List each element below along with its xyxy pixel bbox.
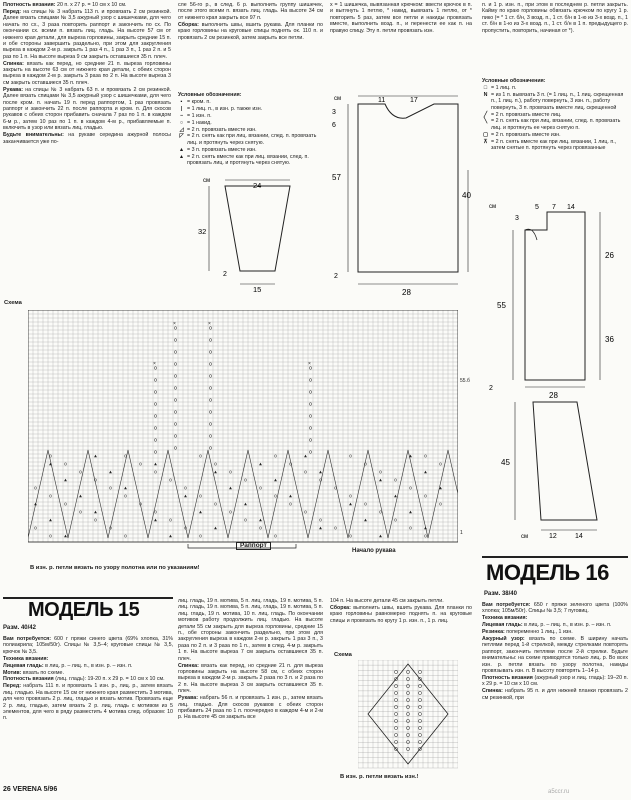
legend-item [482,132,628,138]
paragraph [3,636,173,655]
legend1 [178,92,323,178]
legend-text: = 2 п. снять вместе как при лиц. вязании, след. п. провязать лиц. и протянуть через снятую. [187,153,309,167]
diag3-d3: 14 [567,204,575,211]
legend-text: = 1 лиц. п., в изн. р. также изн. [187,105,263,112]
paragraph-heading: Спинка: [3,60,24,67]
paragraph-heading: Техника вязания: [482,615,528,622]
col4-bottom-text [482,602,628,796]
diag2-h-bot: 2 [334,273,338,280]
legend-item [482,112,628,118]
paragraph [3,670,173,676]
paragraph-heading: Сборка: [330,604,351,611]
paragraph [482,636,628,674]
paragraph [482,675,628,688]
paragraph [3,676,173,682]
paragraph-body: выполнить швы, вшить рукава. Для планки по краю горловины равномерно поднять п. на круговые спицы и провязать по кругу 1 р. изн. п., 1 р. лиц. [330,604,472,624]
col2-top-text [178,2,323,86]
legend-symbol: ○ [179,119,184,126]
diag4-w1: 12 [549,533,557,540]
diag4-unit: см [521,534,529,540]
diag1-h-left: 32 [198,227,207,236]
model16-sleeve-diagram [485,390,628,540]
paragraph-heading: Ажурный узор: [482,636,525,643]
paragraph-body: вязать как перед, но средние 21 п. для выреза горловины закрыть на высоте 58 см, с обеих сторон выреза в каждом 2-м р. закрыть 2 раза по 3 п. и 2 раза по 2 п. На высоте выреза 3 см закрыть оставшиеся 35 п. плеч. [178,662,323,695]
paragraph-heading: Мотив: [3,669,22,676]
schema-sleeve-label: Начало рукава [352,548,396,554]
svg-text:×: × [208,321,211,327]
paragraph-heading: Спинка: [482,688,503,695]
paragraph-body: 650 г пряжи зеленого цвета (100% хлопка; 105м/50г). Спицы № 3,5; 7 пуговиц. [482,602,628,615]
paragraph-body: 20 п. x 27 р. = 10 см x 10 см. [55,2,127,8]
legend-symbol: □ [483,84,488,91]
svg-text:×: × [153,361,156,367]
legend-item [482,85,628,91]
model16-title: МОДЕЛЬ 16 [486,560,609,585]
model16-front-diagram [485,200,628,385]
legend-text: = 2 п. снять как при лиц. вязании, след. п. провязать лиц. и протянуть ее через снятую п. [491,118,621,131]
legend-symbol: ◿ [179,126,184,133]
schema-title: Схема [4,300,22,306]
paragraph [482,629,628,635]
legend-item [178,133,323,146]
schema-caption: В изн. р. петли вязать по узору полотна или по указаниям! [30,565,200,571]
paragraph-body: набрать 95 п. и для нижней планки провязать 2 см резинкой, при [482,688,628,701]
col3-bottom-text [330,598,472,650]
paragraph [3,61,171,87]
front-back-pattern-diagram [330,92,480,307]
legend2 [482,78,628,198]
paragraph-body: набрать 56 п. и провязать 1 изн. р., затем вязать лиц. гладью. Для скосов рукавов с обеих сторон прибавить 24 раза по 1 п. поочередно в каждом 4-м и 2-м р. На высоте 45 см закрыть все [178,695,323,721]
legend-item [178,120,323,126]
paragraph [482,688,628,701]
paragraph [3,9,171,60]
sleeve-pattern-diagram [195,176,320,296]
diag1-w-top: 24 [253,181,262,190]
paragraph [178,695,323,721]
legend-text: = 2 п. снять вместе как при лиц. вязании, 1 лиц. п., затем снятые п. протянуть через провязанные [491,138,617,152]
legend-symbol: ⊼ [483,138,488,145]
diag3-h-right2: 36 [605,335,614,344]
motif-schema-grid [358,660,458,770]
legend-symbol: − [179,112,184,119]
paragraph-body: (ажурный узор и лиц. гладь): 19–20 п. x 29 р. = 10 см x 10 см. [482,674,628,688]
legend-item [482,118,628,131]
diag3-d2: 7 [552,204,556,211]
paragraph-body: сле 56-го р., в след. 6 р. выполнить группу шишечек, после этого всеми п. вязать лиц. гладь. На высоте 34 см от нижнего края закрыть все 97 п. [178,2,323,21]
paragraph [482,622,628,628]
model16-rule [482,556,628,558]
paragraph [3,2,171,8]
svg-text:×: × [308,361,311,367]
paragraph-body: x = 1 шишечка, вывязанная крючком: ввести крючок в п. и вытянуть 1 петлю, * накид, вывязать 1 петлю, от * повторить 5 раз, затем все петли и накиды провязать вместе, выполнить возд. п., и перенести ее как п. на правую спицу. Эту п. петли провязать изн. [330,2,472,34]
diag3-unit: см [489,204,497,210]
legend-text: = 2 п. провязать вместе изн. [187,126,257,133]
legend-text: = из 1 п. вывязать 3 п. (= 1 лиц. п., 1 лиц. скрещенная п., 1 лиц. п.), работу повернуть, 3 изн. п., работу повернуть, 3 п. провязать вместе лиц. скрещенной [491,91,624,111]
paragraph-body: вязать по схеме. [21,669,64,676]
diag3-h-left: 55 [497,301,506,310]
paragraph [482,2,628,34]
paragraph [178,22,323,41]
legend-text: = 2 п. провязать вместе лиц. [491,111,562,118]
diag1-h-bottom: 2 [223,271,227,278]
diag3-w-bot: 28 [549,391,558,400]
paragraph [3,132,171,145]
paragraph [178,2,323,21]
paragraph [3,656,173,662]
diag2-d2: 17 [410,97,418,104]
paragraph [330,598,472,604]
paragraph [178,598,323,662]
paragraph-heading: Плотность вязания [482,674,533,681]
legend-item [178,106,323,112]
diag2-d1: 11 [378,97,386,104]
paragraph-heading: Вам потребуется: [3,636,52,642]
legend-item [482,139,628,152]
legend-item [178,99,323,105]
paragraph-heading: Вам потребуется: [482,602,531,608]
paragraph-heading: Рукава: [178,695,198,702]
legend-symbol: ╲ [483,118,488,125]
watermark: a5ccr.ru [548,789,570,795]
paragraph-body: на спицы № 3 набрать 113 п. и провязать 2 см резинкой. Далее вязать спицами № 3,5 ажурный узор с шишечками, для чего начать по сх., 3 раза повторить раппорт и закончить по сх. По окончании сх. всеми п. вязать лиц. гладь. На высоте 57 см от нижнего края детали, для выреза горловины, закрыть средние 15 п. и обе стороны завершить раздельно, при этом для закругления выреза в каждом 2-м р. закрыть 1 раз 4 п., 1 раз 3 п., 1 раз 2 п. и 5 раз по 1 п. На высоте выреза 9 см закрыть оставшиеся 35 п. плеч. [3,8,171,60]
legend-symbol: ▪ [180,98,183,105]
paragraph-heading: Лицевая гладь: [3,662,44,669]
paragraph-body: лиц. гладь, 19 п. мотива, 5 п. лиц. гладь, 19 п. мотива, 5 п. лиц. гладь, 19 п. мотива, 5 п. лиц. гладь, 19 п. мотива, 5 п. лиц. гладь, 19 п. мотива, 10 п. лиц. гладь. По окончании мотивов работу продолжить лиц. гладью. На высоте детали 55 см закрыть для выреза горловины, средние 15 п., обе стороны закончить раздельно, при этом для закругления выреза в каждом 2-м р. закрыть 1 раз 3 п., 3 раза по 2 п. и 3 раза по 1 п., затем в след. 4-м р. закрыть 1 п. На высоте выреза 7 см закрыть оставшиеся 35 п. плеч. [178,598,323,662]
col1-top-text [3,2,171,298]
legend-text: = 3 п. провязать вместе изн. [187,146,257,153]
legend-symbol: N [483,91,488,98]
legend2-title: Условные обозначения: [482,78,546,84]
legend-symbol: ▢ [482,131,488,138]
page-footer: 26 VERENA 5/96 [3,786,58,793]
paragraph-body: 600 г пряжи синего цвета (69% хлопка, 31% полиакрила; 105м/50г). Спицы № 3,5–4; круговые спицы № 3,5, крючок № 3,5. [3,636,173,655]
legend-text: = кром. п. [187,98,211,105]
schema2-title: Схема [334,652,352,658]
paragraph-body: набрать 111 п. и провязать 1 изн. р., лиц. р., затем вязать лиц. гладью. На высоте 15 см от нижнего края разместить 3 мотива, для чего провязать 2 р. лиц. гладью и вязать мотив. Провязать еще 2 р. лиц. гладью, затем вязать 2 р. лиц. гладь с мотивом из 5 элементов, для чего в ряду разместить 4 мотива след. образом: 10 п. [3,683,173,722]
paragraph-heading: Техника вязания: [3,655,49,662]
schema-row-number: 1 [460,530,463,536]
paragraph-heading: Плотность вязания [3,676,54,683]
col2-bottom-text [178,598,323,794]
col4-top-text [482,2,628,74]
legend-symbol: ◸ [179,133,184,140]
paragraph [482,615,628,621]
paragraph-body: в лиц. р. – лиц. п., в изн. р. – изн. п. [43,662,133,669]
paragraph-heading: Перед: [3,8,22,15]
legend-text: = 2 п. снять как при лиц. вязании, след. п. провязать лиц. и протянуть через снятую. [187,133,317,146]
paragraph-body: в лиц. р. – лиц. п., в изн. р. – изн. п. [522,622,612,629]
col1-bottom-text [3,636,173,786]
model15-size: Разм. 40/42 [3,625,36,631]
paragraph-body: попеременно 1 лиц., 1 изн. [504,629,573,636]
paragraph-body: (лиц. гладь): 19-20 п. x 29 р. = 10 см x 10 см. [53,676,165,683]
paragraph-heading: Сборка: [178,21,199,28]
diag4-h-left: 45 [501,458,510,467]
paragraph-heading: Будьте внимательны: [3,132,64,139]
diag2-w-bot: 28 [402,288,411,297]
schema-right-label: 55.б [460,378,470,384]
paragraph [3,683,173,721]
diag2-h-right: 40 [462,191,471,200]
paragraph [3,663,173,669]
paragraph [3,87,171,132]
legend-symbol: ╱ [483,111,488,118]
diag1-w-mid: 15 [253,285,262,294]
diag2-d4: 6 [332,122,336,129]
legend-symbol: ▴ [180,153,183,160]
legend-item [178,154,323,167]
paragraph-body: п. и 1 р. изн. п., при этом в последнем р. петли закрыть. Кайму по краю горловины обвязать крючком по кругу 1 р. пико (= * 1 ст. б/н, 3 возд. п., 1 ст. б/н в 1-ю из 3-х возд. п., 1 ст. б/н в 1-ю из 3-х возд. п., 1 ст. б/н в 1 п. предыдущего р. пропустить, повторить, начиная от *). [482,2,628,34]
paragraph-body: 104 п. На высоте детали 45 см закрыть петли. [330,598,444,604]
legend-text: = 2 п. провязать вместе изн. [491,131,561,138]
paragraph-heading: Перед: [3,683,22,690]
paragraph-heading: Лицевая гладь: [482,622,523,629]
model16-size: Разм. 38/40 [484,591,517,597]
paragraph-body: вязать по схеме. В ширину начать петлями перед 1-й стрелкой, между стрелками повторять раппорт, закончить петлями после 2-й стрелки. Будьте внимательны: на схеме приводятся только лиц. р. Во всех изн. р. петли вязать по узору полотна, накиды провязывать изн. п. В высоту повторять 1–14 р. [482,636,628,675]
diag3-d4: 3 [515,215,519,222]
paragraph-body: вязать как перед, но средние 21 п. выреза горловины закрыть на высоте 63 см от нижнего края детали, с обеих сторон выреза в каждом 2-м р. закрыть 3 раза по 2 п. На высоте выреза 3 см закрыть оставшиеся 35 п. плеч. [3,60,171,86]
paragraph [330,605,472,624]
paragraph [482,602,628,615]
knitting-schema-grid [28,310,458,550]
svg-text:×: × [173,321,176,327]
paragraph-body: на спицы № 3 набрать 63 п. и провязать 2 см резинкой. Далее вязать спицами № 3,5 ажурный узор с шишечками, для чего после кром. п. начать 19 п. перед раппортом, 1 раз провязать раппорт и закончить 22 п. после раппорта и кром. п. Для скосов рукавов с обеих сторон прибавить сначала 7 раз по 1 п. в каждом 6-м р., затем 10 раз по 1 п. в каждом 4-м р., прибавляемые п. включить в узор или вязать лиц. гладью. [3,86,171,132]
paragraph-heading: Резинка: [482,629,505,636]
legend-symbol: | [180,105,183,112]
paragraph-heading: Плотность вязания: [3,2,56,8]
schema2-caption: В изн. р. петли вязать изн.! [340,774,419,780]
diag2-d3: 3 [332,109,336,116]
paragraph [330,2,472,34]
diag4-w2: 14 [575,533,583,540]
legend-text: = 1 изн. п. [187,112,212,119]
model15-title: МОДЕЛЬ 15 [28,599,140,621]
legend-text: = 1 накид. [187,119,212,126]
diag2-h-left: 57 [332,173,341,182]
diag3-h-right1: 26 [605,251,614,260]
legend-item [178,127,323,133]
diag2-unit: см [334,96,342,102]
paragraph [178,663,323,695]
paragraph-heading: Рукава: [3,86,23,93]
diag3-h-bot: 2 [489,385,493,392]
schema-rapport-label: Раппорт [236,542,271,550]
paragraph-body: на рукаве середина ажурной полосы заканчивается уже по- [3,132,171,145]
legend-item [482,92,628,111]
legend-item [178,113,323,119]
col3-top-text [330,2,472,68]
diag1-unit: см [203,178,211,184]
legend1-title: Условные обозначения: [178,92,242,98]
legend-text: = 1 лиц. п. [491,84,517,91]
diag3-d1: 5 [535,204,539,211]
legend-symbol: ▲ [178,146,185,153]
paragraph-heading: Спинка: [178,662,199,669]
legend-item [178,147,323,153]
paragraph-body: выполнить швы, вшить рукава. Для планки по краю горловины на круговые спицы поднять ок. 110 п. и провязать 2 см резинкой, затем закрыть все петли. [178,21,323,41]
